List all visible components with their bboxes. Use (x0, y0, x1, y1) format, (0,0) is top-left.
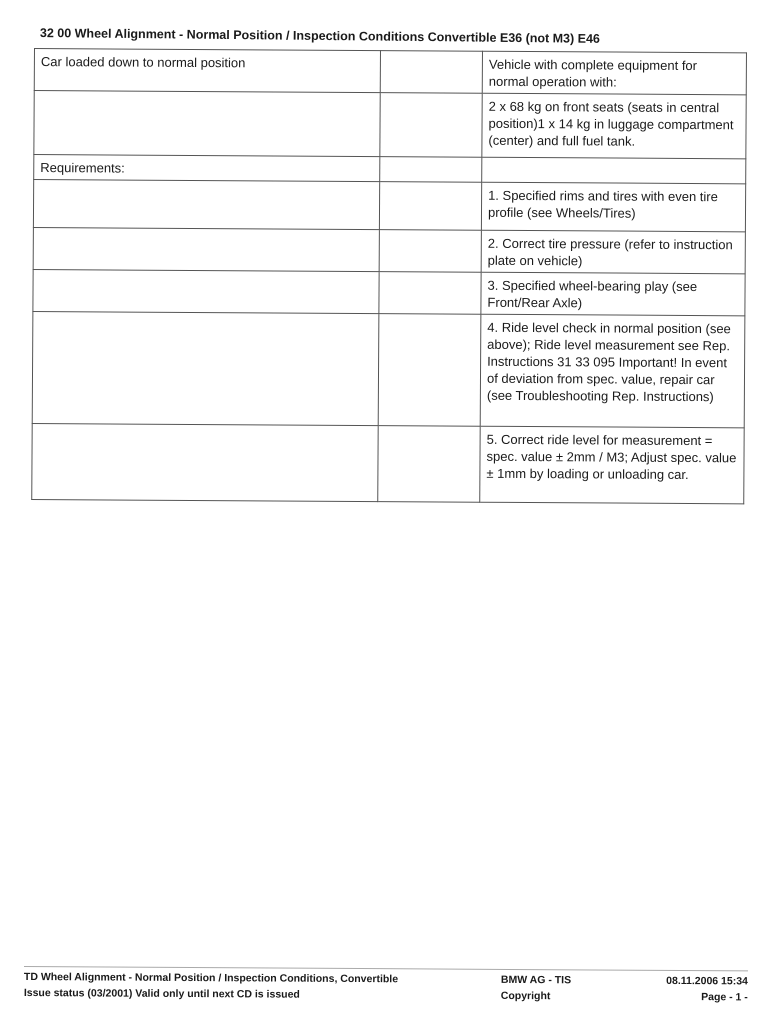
table-row (34, 91, 746, 159)
condition-cell: 5. Correct ride level for measurement = spec. value ± 2mm / M3; Adjust spec. value ± 1mm by loading or unloading car. (480, 426, 744, 504)
empty-cell (378, 426, 480, 503)
condition-cell: 3. Specified wheel-bearing play (see Front/Rear Axle) (481, 272, 745, 316)
document-title: 32 00 Wheel Alignment - Normal Position / Inspection Conditions Convertible E36 (not M3) E46 (39, 26, 601, 46)
empty-cell (380, 93, 482, 158)
table-row (32, 311, 745, 427)
table-row (34, 49, 746, 95)
table-row (33, 227, 745, 273)
empty-cell (379, 272, 481, 315)
footer-right-block (666, 973, 748, 1005)
footer-middle-block (501, 972, 571, 1004)
row-label-cell (33, 180, 379, 230)
table-row (33, 180, 745, 232)
empty-cell (380, 157, 482, 183)
condition-cell: 2 x 68 kg on front seats (seats in central position)1 x 14 kg in luggage compartment (center) and full fuel tank. (482, 93, 746, 159)
row-label-cell (34, 91, 380, 157)
condition-cell: 1. Specified rims and tires with even tire profile (see Wheels/Tires) (481, 182, 745, 232)
table-row (33, 269, 745, 315)
empty-cell (379, 182, 481, 231)
condition-cell: 2. Correct tire pressure (refer to instruction plate on vehicle) (481, 230, 745, 274)
empty-cell (380, 51, 482, 94)
footer-copyright: Copyright (500, 989, 551, 1003)
empty-cell (378, 314, 481, 427)
table-row (32, 423, 744, 503)
condition-cell (482, 157, 746, 184)
row-label-cell: Car loaded down to normal position (34, 49, 380, 93)
row-label-cell (32, 423, 378, 501)
footer-datetime: 08.11.2006 15:34 (666, 974, 748, 988)
row-label-cell (33, 227, 379, 271)
condition-cell: 4. Ride level check in normal position (see above); Ride level measurement see Rep. Instructions 31 33 095 Important! In event of deviation from spec. value, repair car (see Troubleshooting Rep. Instructions) (480, 314, 745, 428)
footer-issue-status: Issue status (03/2001) Valid only until next CD is issued (23, 986, 300, 1001)
row-label-cell: Requirements: (34, 155, 380, 182)
footer-doc-name: TD Wheel Alignment - Normal Position / Inspection Conditions, Convertible (23, 970, 399, 986)
row-label-cell (33, 269, 379, 313)
footer-page-number: Page - 1 - (701, 991, 748, 1004)
empty-cell (379, 230, 481, 273)
page-footer (24, 966, 748, 1011)
footer-left-block (24, 969, 398, 1003)
condition-cell: Vehicle with complete equipment for normal operation with: (482, 51, 746, 95)
row-label-cell (32, 311, 379, 425)
footer-publisher: BMW AG - TIS (500, 973, 572, 987)
inspection-conditions-table (31, 48, 747, 504)
